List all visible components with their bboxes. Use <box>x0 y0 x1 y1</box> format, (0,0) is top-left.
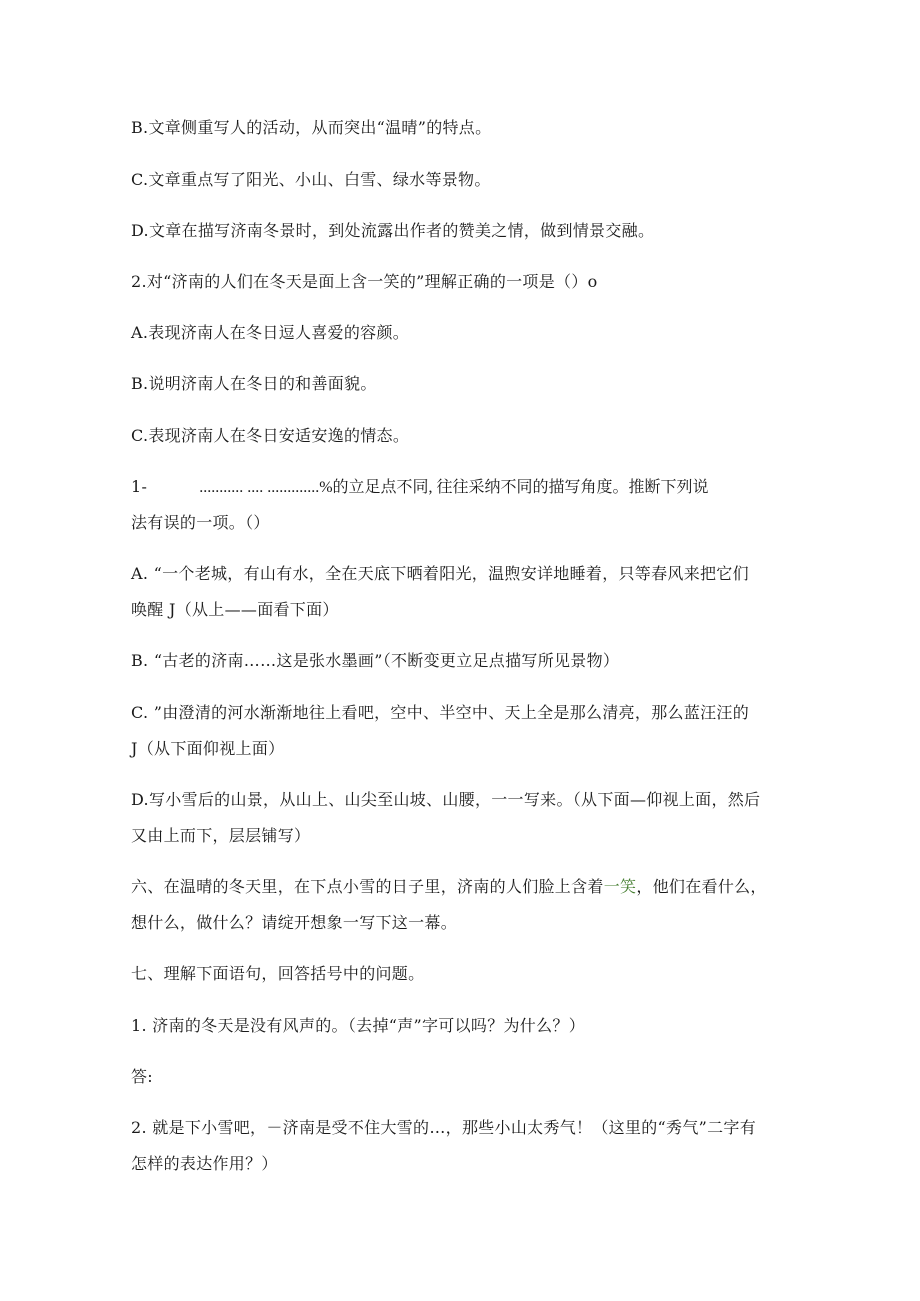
q3-option-a-continuation: 唤醒 J（从上——面看下面） <box>131 600 339 619</box>
q3-option-b: B. “古老的济南……这是张水墨画”（不断变更立足点描写所见景物） <box>131 651 620 670</box>
question-2-line: 2.对“济南的人们在冬天是面上含一笑的”理解正确的一项是（）o <box>131 272 598 291</box>
section-7-heading: 七、理解下面语句，回答括号中的问题。 <box>131 964 425 983</box>
answer-label: 答: <box>131 1067 153 1086</box>
q3-option-d: D.写小雪后的山景，从山上、山尖至山坡、山腰，一一写来。（从下面—仰视上面，然后 <box>131 790 761 809</box>
section-6-continuation: 想什么，做什么？请绽开想象一写下这一幕。 <box>131 913 458 932</box>
section-7-question-1: 1. 济南的冬天是没有风声的。（去掉“声”字可以吗？为什么？） <box>131 1016 586 1035</box>
section-7-question-2: 2. 就是下小雪吧，－济南是受不住大雪的…，那些小山太秀气！（这里的“秀气”二字有 <box>131 1118 757 1137</box>
q2-option-b: B.说明济南人在冬日的和善面貌。 <box>131 374 377 393</box>
section-6-heading <box>131 877 767 897</box>
question-3-line <box>131 477 709 498</box>
q3-option-a: A. “一个老城，有山有水，全在天底下晒着阳光，温煦安详地睡着，只等春风来把它们 <box>131 564 749 583</box>
q2-option-a: A.表现济南人在冬日逗人喜爱的容颜。 <box>131 323 410 342</box>
question-3-text: ........... .... .............%的立足点不同, 往往采纳不同的描写角度。推断下列说 <box>199 479 709 496</box>
option-d-line: D.文章在描写济南冬景时，到处流露出作者的赞美之情，做到情景交融。 <box>131 221 655 240</box>
option-c-line: C.文章重点写了阳光、小山、白雪、绿水等景物。 <box>131 170 491 189</box>
section-6-text-end: ，他们在看什么， <box>636 877 767 896</box>
option-b-line: B.文章侧重写人的活动，从而突出“温晴”的特点。 <box>131 118 492 137</box>
question-number: 1- <box>131 477 148 496</box>
q3-option-c-continuation: J（从下面仰视上面） <box>131 739 285 758</box>
q3-option-d-continuation: 又由上而下，层层铺写） <box>131 826 311 845</box>
q2-option-c: C.表现济南人在冬日安适安逸的情态。 <box>131 426 410 445</box>
question-3-continuation: 法有误的一项。（） <box>131 513 270 532</box>
highlighted-smile: 一笑 <box>603 877 637 896</box>
q3-option-c: C. ”由澄清的河水渐渐地往上看吧，空中、半空中、天上全是那么清亮，那么蓝汪汪的 <box>131 703 750 722</box>
section-7-question-2-continuation: 怎样的表达作用？） <box>131 1154 278 1173</box>
section-6-text-start: 六、在温晴的冬天里，在下点小雪的日子里，济南的人们脸上含着 <box>131 877 604 896</box>
